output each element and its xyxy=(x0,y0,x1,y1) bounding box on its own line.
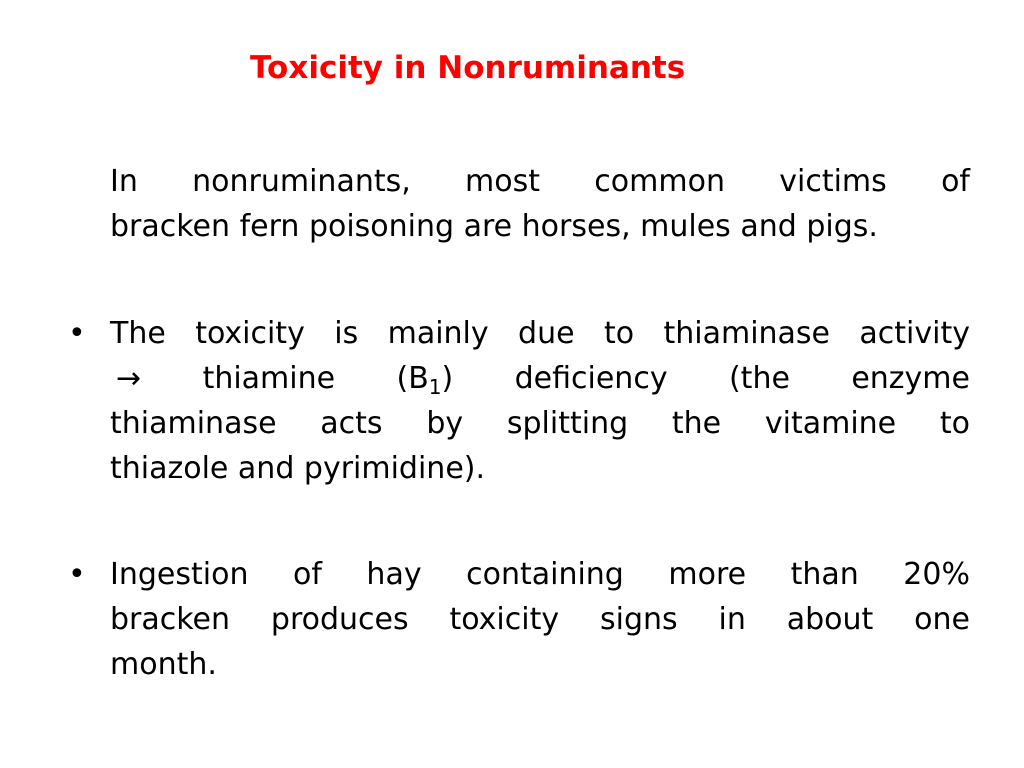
bullet-paragraph-1 xyxy=(110,311,970,491)
bullet1-line-4: thiazole and pyrimidine). xyxy=(110,451,486,486)
bullet1-line-2-thiamine: thiamine $(B_1)$ deficiency (the enzyme xyxy=(202,361,970,399)
vitamin-subscript: 1 xyxy=(428,375,442,399)
bullet1-line-1: The toxicity is mainly due to thiaminase activity xyxy=(110,316,970,351)
bullet2-line-3: month. xyxy=(110,647,217,682)
bullet-paragraph-2 xyxy=(110,552,970,687)
bullet2-line-1: Ingestion of hay containing more than 20% xyxy=(110,557,970,592)
bullet-marker-2: • xyxy=(68,557,86,592)
intro-paragraph xyxy=(110,159,970,249)
bullet1-line-2 xyxy=(110,356,970,401)
bullet2-line-2: bracken produces toxicity signs in about one xyxy=(110,602,970,637)
bullet1-line-3: thiaminase acts by splitting the vitamine to xyxy=(110,406,970,441)
bullet-marker-1: • xyxy=(68,316,86,351)
intro-line-1: In nonruminants, most common victims of xyxy=(110,164,970,199)
slide-title: Toxicity in Nonruminants xyxy=(250,50,686,86)
intro-line-2: bracken fern poisoning are horses, mules and pigs. xyxy=(110,209,878,244)
arrow-icon: → xyxy=(116,361,142,396)
